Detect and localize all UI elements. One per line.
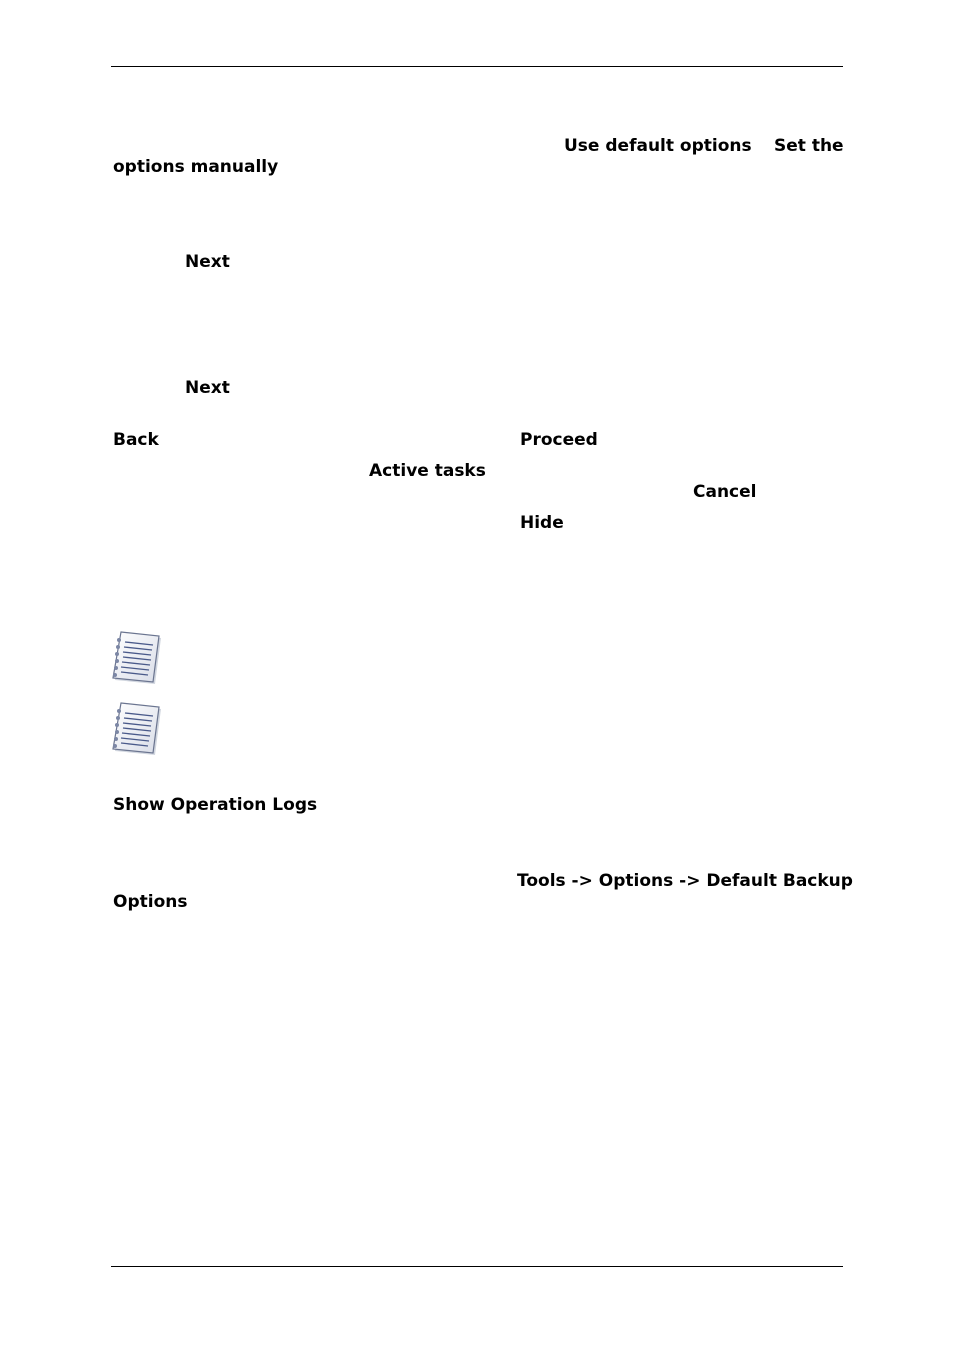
back-text: Back xyxy=(113,430,159,450)
hide-text: Hide xyxy=(520,513,564,533)
footer-rule xyxy=(111,1266,843,1267)
next-text-1: Next xyxy=(185,252,230,272)
notepad-icon xyxy=(111,701,163,757)
notepad-icon xyxy=(111,630,163,686)
options-manually-text: options manually xyxy=(113,157,279,177)
header-rule xyxy=(111,66,843,67)
show-operation-logs-text: Show Operation Logs xyxy=(113,795,318,815)
next-text-2: Next xyxy=(185,378,230,398)
set-the-text: Set the xyxy=(774,136,844,156)
tools-options-path-text: Tools -> Options -> Default Backup xyxy=(517,871,853,891)
default-backup-options-text: Options xyxy=(113,892,188,912)
active-tasks-text: Active tasks xyxy=(369,461,486,481)
proceed-text: Proceed xyxy=(520,430,598,450)
cancel-text: Cancel xyxy=(693,482,757,502)
use-default-options-text: Use default options xyxy=(564,136,752,156)
